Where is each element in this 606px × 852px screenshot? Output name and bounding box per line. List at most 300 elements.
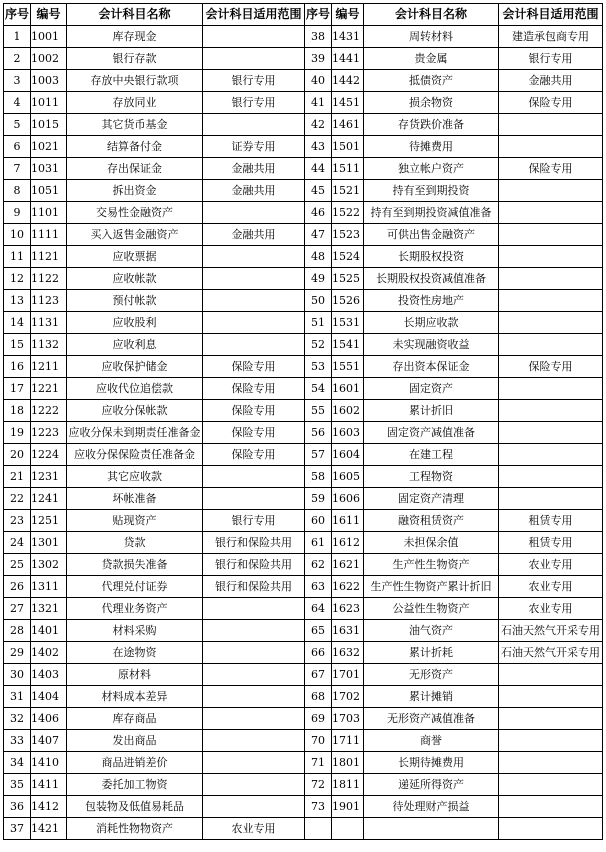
cell-scope-left <box>203 664 305 686</box>
table-row <box>4 92 603 114</box>
cell-code-right: 1605 <box>332 466 364 488</box>
cell-scope-right: 石油天然气开采专用 <box>499 642 603 664</box>
accounts-table-wrapper <box>3 3 603 840</box>
table-body <box>4 26 603 840</box>
cell-seq-right: 57 <box>305 444 332 466</box>
table-row <box>4 664 603 686</box>
cell-name-right: 长期股权投资 <box>364 246 499 268</box>
cell-seq-right: 45 <box>305 180 332 202</box>
cell-name-right: 待处理财产损益 <box>364 796 499 818</box>
cell-code-right: 1442 <box>332 70 364 92</box>
cell-code-right: 1612 <box>332 532 364 554</box>
cell-seq-right: 56 <box>305 422 332 444</box>
cell-code-right: 1526 <box>332 290 364 312</box>
cell-name-left: 应收股利 <box>67 312 203 334</box>
cell-scope-left <box>203 334 305 356</box>
cell-scope-right <box>499 488 603 510</box>
cell-code-left: 1003 <box>31 70 67 92</box>
cell-scope-right <box>499 708 603 730</box>
cell-scope-left <box>203 752 305 774</box>
cell-name-left: 应收分保保险责任准备金 <box>67 444 203 466</box>
cell-name-right: 油气资产 <box>364 620 499 642</box>
table-row <box>4 202 603 224</box>
cell-name-right: 累计折耗 <box>364 642 499 664</box>
cell-code-left: 1031 <box>31 158 67 180</box>
cell-scope-left <box>203 466 305 488</box>
cell-seq-right: 67 <box>305 664 332 686</box>
cell-seq-left: 25 <box>4 554 31 576</box>
cell-name-left: 存放同业 <box>67 92 203 114</box>
cell-seq-right <box>305 818 332 840</box>
cell-seq-right: 69 <box>305 708 332 730</box>
cell-name-left: 委托加工物资 <box>67 774 203 796</box>
cell-code-left: 1123 <box>31 290 67 312</box>
cell-code-right: 1541 <box>332 334 364 356</box>
cell-code-right: 1601 <box>332 378 364 400</box>
cell-scope-left <box>203 290 305 312</box>
cell-seq-left: 2 <box>4 48 31 70</box>
cell-code-left: 1411 <box>31 774 67 796</box>
cell-code-left: 1011 <box>31 92 67 114</box>
cell-scope-left: 保险专用 <box>203 356 305 378</box>
cell-scope-right <box>499 114 603 136</box>
cell-name-left: 消耗性物物资产 <box>67 818 203 840</box>
cell-scope-right <box>499 334 603 356</box>
cell-code-left: 1223 <box>31 422 67 444</box>
cell-code-left: 1410 <box>31 752 67 774</box>
cell-scope-right: 农业专用 <box>499 576 603 598</box>
cell-code-right: 1623 <box>332 598 364 620</box>
cell-scope-right <box>499 796 603 818</box>
table-row <box>4 356 603 378</box>
table-row <box>4 290 603 312</box>
cell-seq-right: 65 <box>305 620 332 642</box>
cell-code-left: 1403 <box>31 664 67 686</box>
cell-code-left: 1211 <box>31 356 67 378</box>
cell-seq-left: 14 <box>4 312 31 334</box>
table-row <box>4 48 603 70</box>
cell-scope-left: 农业专用 <box>203 818 305 840</box>
cell-seq-left: 29 <box>4 642 31 664</box>
cell-name-left: 应收分保未到期责任准备金 <box>67 422 203 444</box>
cell-scope-left <box>203 686 305 708</box>
cell-code-right: 1801 <box>332 752 364 774</box>
table-row <box>4 510 603 532</box>
cell-seq-right: 61 <box>305 532 332 554</box>
cell-scope-left <box>203 642 305 664</box>
cell-name-left: 应收利息 <box>67 334 203 356</box>
cell-name-right: 融资租赁资产 <box>364 510 499 532</box>
table-row <box>4 224 603 246</box>
cell-name-right: 生产性生物资产累计折旧 <box>364 576 499 598</box>
cell-name-left: 贷款 <box>67 532 203 554</box>
cell-code-right <box>332 818 364 840</box>
cell-code-left: 1231 <box>31 466 67 488</box>
cell-seq-left: 8 <box>4 180 31 202</box>
cell-seq-left: 27 <box>4 598 31 620</box>
cell-seq-right: 38 <box>305 26 332 48</box>
cell-scope-right <box>499 290 603 312</box>
header-row <box>4 4 603 26</box>
cell-seq-left: 17 <box>4 378 31 400</box>
table-row <box>4 466 603 488</box>
cell-code-right: 1621 <box>332 554 364 576</box>
cell-code-right: 1522 <box>332 202 364 224</box>
cell-name-right: 固定资产 <box>364 378 499 400</box>
cell-name-left: 应收票据 <box>67 246 203 268</box>
cell-code-right: 1602 <box>332 400 364 422</box>
table-row <box>4 136 603 158</box>
cell-scope-left: 银行专用 <box>203 510 305 532</box>
cell-seq-left: 30 <box>4 664 31 686</box>
cell-scope-right <box>499 752 603 774</box>
cell-seq-left: 22 <box>4 488 31 510</box>
cell-name-left: 发出商品 <box>67 730 203 752</box>
cell-name-left: 坏帐准备 <box>67 488 203 510</box>
table-row <box>4 488 603 510</box>
table-row <box>4 796 603 818</box>
cell-scope-right <box>499 730 603 752</box>
cell-code-left: 1131 <box>31 312 67 334</box>
table-row <box>4 400 603 422</box>
cell-seq-left: 4 <box>4 92 31 114</box>
cell-name-right <box>364 818 499 840</box>
cell-code-left: 1251 <box>31 510 67 532</box>
accounting-subjects-table <box>3 3 603 840</box>
cell-scope-right: 建造承包商专用 <box>499 26 603 48</box>
cell-name-left: 存放中央银行款项 <box>67 70 203 92</box>
cell-seq-left: 28 <box>4 620 31 642</box>
cell-seq-left: 7 <box>4 158 31 180</box>
cell-code-right: 1451 <box>332 92 364 114</box>
cell-name-right: 损余物资 <box>364 92 499 114</box>
cell-name-left: 结算备付金 <box>67 136 203 158</box>
cell-seq-right: 73 <box>305 796 332 818</box>
cell-scope-right: 保险专用 <box>499 92 603 114</box>
cell-seq-right: 53 <box>305 356 332 378</box>
cell-seq-right: 55 <box>305 400 332 422</box>
cell-seq-left: 11 <box>4 246 31 268</box>
cell-name-right: 无形资产减值准备 <box>364 708 499 730</box>
cell-name-right: 固定资产清理 <box>364 488 499 510</box>
cell-code-right: 1901 <box>332 796 364 818</box>
cell-code-right: 1604 <box>332 444 364 466</box>
cell-name-left: 库存现金 <box>67 26 203 48</box>
cell-code-right: 1622 <box>332 576 364 598</box>
table-row <box>4 708 603 730</box>
cell-name-right: 周转材料 <box>364 26 499 48</box>
cell-name-left: 代理业务资产 <box>67 598 203 620</box>
cell-name-right: 工程物资 <box>364 466 499 488</box>
cell-name-left: 其它应收款 <box>67 466 203 488</box>
cell-code-right: 1461 <box>332 114 364 136</box>
cell-code-left: 1241 <box>31 488 67 510</box>
cell-code-right: 1631 <box>332 620 364 642</box>
cell-scope-right: 租赁专用 <box>499 532 603 554</box>
cell-name-left: 包装物及低值易耗品 <box>67 796 203 818</box>
table-row <box>4 620 603 642</box>
cell-code-right: 1603 <box>332 422 364 444</box>
cell-code-left: 1111 <box>31 224 67 246</box>
cell-seq-left: 37 <box>4 818 31 840</box>
cell-scope-left: 银行专用 <box>203 70 305 92</box>
cell-name-left: 预付帐款 <box>67 290 203 312</box>
cell-name-right: 固定资产减值准备 <box>364 422 499 444</box>
cell-seq-left: 19 <box>4 422 31 444</box>
cell-code-left: 1121 <box>31 246 67 268</box>
cell-scope-left <box>203 796 305 818</box>
cell-scope-left <box>203 268 305 290</box>
cell-scope-left: 银行和保险共用 <box>203 532 305 554</box>
cell-name-left: 商品进销差价 <box>67 752 203 774</box>
table-row <box>4 422 603 444</box>
cell-scope-left <box>203 708 305 730</box>
cell-code-right: 1702 <box>332 686 364 708</box>
cell-seq-right: 72 <box>305 774 332 796</box>
header-name-right: 会计科目名称 <box>364 4 499 26</box>
cell-scope-right <box>499 268 603 290</box>
cell-code-left: 1122 <box>31 268 67 290</box>
cell-name-right: 公益性生物资产 <box>364 598 499 620</box>
cell-seq-right: 64 <box>305 598 332 620</box>
cell-name-right: 存货跌价准备 <box>364 114 499 136</box>
cell-code-left: 1132 <box>31 334 67 356</box>
cell-scope-left: 保险专用 <box>203 400 305 422</box>
cell-seq-left: 15 <box>4 334 31 356</box>
cell-seq-left: 33 <box>4 730 31 752</box>
cell-scope-left: 保险专用 <box>203 444 305 466</box>
cell-name-left: 存出保证金 <box>67 158 203 180</box>
cell-seq-left: 36 <box>4 796 31 818</box>
table-row <box>4 752 603 774</box>
cell-code-left: 1404 <box>31 686 67 708</box>
table-row <box>4 180 603 202</box>
cell-code-left: 1221 <box>31 378 67 400</box>
cell-code-left: 1002 <box>31 48 67 70</box>
cell-seq-left: 6 <box>4 136 31 158</box>
cell-seq-left: 13 <box>4 290 31 312</box>
table-row <box>4 268 603 290</box>
cell-seq-left: 3 <box>4 70 31 92</box>
cell-scope-right <box>499 224 603 246</box>
cell-scope-right <box>499 818 603 840</box>
cell-scope-left <box>203 312 305 334</box>
cell-code-right: 1606 <box>332 488 364 510</box>
cell-name-right: 商誉 <box>364 730 499 752</box>
cell-seq-right: 52 <box>305 334 332 356</box>
table-row <box>4 598 603 620</box>
cell-name-left: 原材料 <box>67 664 203 686</box>
cell-seq-left: 10 <box>4 224 31 246</box>
table-row <box>4 378 603 400</box>
cell-name-right: 投资性房地产 <box>364 290 499 312</box>
cell-seq-left: 23 <box>4 510 31 532</box>
cell-name-right: 递延所得资产 <box>364 774 499 796</box>
cell-seq-right: 51 <box>305 312 332 334</box>
cell-scope-left <box>203 48 305 70</box>
cell-scope-left: 金融共用 <box>203 158 305 180</box>
cell-seq-right: 70 <box>305 730 332 752</box>
table-row <box>4 246 603 268</box>
cell-scope-right: 石油天然气开采专用 <box>499 620 603 642</box>
cell-code-left: 1001 <box>31 26 67 48</box>
cell-name-left: 材料成本差异 <box>67 686 203 708</box>
header-code-right: 编号 <box>332 4 364 26</box>
table-row <box>4 444 603 466</box>
table-row <box>4 532 603 554</box>
header-seq-left: 序号 <box>4 4 31 26</box>
cell-scope-left: 银行专用 <box>203 92 305 114</box>
cell-name-right: 可供出售金融资产 <box>364 224 499 246</box>
cell-scope-left <box>203 26 305 48</box>
cell-name-left: 应收分保帐款 <box>67 400 203 422</box>
cell-code-right: 1431 <box>332 26 364 48</box>
cell-name-left: 应收代位追偿款 <box>67 378 203 400</box>
cell-seq-right: 60 <box>305 510 332 532</box>
cell-code-left: 1401 <box>31 620 67 642</box>
table-row <box>4 70 603 92</box>
cell-scope-right <box>499 400 603 422</box>
cell-name-right: 未实现融资收益 <box>364 334 499 356</box>
cell-scope-right: 农业专用 <box>499 554 603 576</box>
cell-name-right: 贵金属 <box>364 48 499 70</box>
cell-scope-right <box>499 312 603 334</box>
cell-seq-left: 35 <box>4 774 31 796</box>
cell-name-right: 在建工程 <box>364 444 499 466</box>
cell-name-left: 在途物资 <box>67 642 203 664</box>
cell-code-left: 1301 <box>31 532 67 554</box>
cell-seq-left: 21 <box>4 466 31 488</box>
cell-scope-right: 金融共用 <box>499 70 603 92</box>
cell-scope-left <box>203 246 305 268</box>
cell-scope-right: 保险专用 <box>499 158 603 180</box>
cell-scope-left <box>203 488 305 510</box>
cell-code-right: 1711 <box>332 730 364 752</box>
cell-scope-left: 保险专用 <box>203 422 305 444</box>
cell-name-left: 买入返售金融资产 <box>67 224 203 246</box>
cell-code-right: 1525 <box>332 268 364 290</box>
table-row <box>4 730 603 752</box>
cell-scope-left <box>203 202 305 224</box>
cell-seq-right: 43 <box>305 136 332 158</box>
cell-seq-right: 42 <box>305 114 332 136</box>
cell-code-right: 1441 <box>332 48 364 70</box>
table-row <box>4 158 603 180</box>
cell-scope-left: 银行和保险共用 <box>203 554 305 576</box>
cell-scope-right: 租赁专用 <box>499 510 603 532</box>
header-code-left: 编号 <box>31 4 67 26</box>
cell-code-right: 1703 <box>332 708 364 730</box>
header-name-left: 会计科目名称 <box>67 4 203 26</box>
cell-seq-right: 71 <box>305 752 332 774</box>
cell-seq-left: 20 <box>4 444 31 466</box>
cell-code-right: 1521 <box>332 180 364 202</box>
cell-code-left: 1321 <box>31 598 67 620</box>
cell-name-right: 累计折旧 <box>364 400 499 422</box>
cell-code-right: 1531 <box>332 312 364 334</box>
header-seq-right: 序号 <box>305 4 332 26</box>
cell-scope-right: 农业专用 <box>499 598 603 620</box>
cell-scope-left <box>203 774 305 796</box>
cell-scope-left <box>203 114 305 136</box>
table-row <box>4 686 603 708</box>
cell-name-left: 贴现资产 <box>67 510 203 532</box>
cell-seq-right: 62 <box>305 554 332 576</box>
cell-code-left: 1402 <box>31 642 67 664</box>
cell-name-right: 待摊费用 <box>364 136 499 158</box>
cell-scope-right <box>499 180 603 202</box>
cell-scope-right: 银行专用 <box>499 48 603 70</box>
cell-name-right: 累计摊销 <box>364 686 499 708</box>
cell-scope-right <box>499 686 603 708</box>
cell-name-left: 库存商品 <box>67 708 203 730</box>
cell-code-right: 1701 <box>332 664 364 686</box>
cell-name-right: 存出资本保证金 <box>364 356 499 378</box>
cell-scope-right <box>499 422 603 444</box>
table-row <box>4 26 603 48</box>
cell-seq-right: 66 <box>305 642 332 664</box>
table-row <box>4 576 603 598</box>
cell-scope-right <box>499 136 603 158</box>
cell-name-right: 无形资产 <box>364 664 499 686</box>
cell-seq-right: 40 <box>305 70 332 92</box>
cell-seq-left: 1 <box>4 26 31 48</box>
cell-name-right: 长期股权投资减值准备 <box>364 268 499 290</box>
cell-scope-right <box>499 444 603 466</box>
cell-code-left: 1421 <box>31 818 67 840</box>
cell-code-left: 1311 <box>31 576 67 598</box>
cell-seq-right: 58 <box>305 466 332 488</box>
cell-seq-right: 63 <box>305 576 332 598</box>
cell-scope-left <box>203 598 305 620</box>
cell-scope-right <box>499 246 603 268</box>
cell-code-right: 1611 <box>332 510 364 532</box>
cell-scope-left <box>203 620 305 642</box>
cell-code-left: 1302 <box>31 554 67 576</box>
cell-code-right: 1632 <box>332 642 364 664</box>
cell-code-left: 1406 <box>31 708 67 730</box>
cell-seq-right: 54 <box>305 378 332 400</box>
table-row <box>4 334 603 356</box>
cell-seq-left: 24 <box>4 532 31 554</box>
cell-name-left: 代理兑付证券 <box>67 576 203 598</box>
table-row <box>4 642 603 664</box>
cell-seq-left: 18 <box>4 400 31 422</box>
cell-code-left: 1412 <box>31 796 67 818</box>
table-row <box>4 774 603 796</box>
cell-scope-right: 保险专用 <box>499 356 603 378</box>
cell-seq-right: 41 <box>305 92 332 114</box>
cell-seq-right: 68 <box>305 686 332 708</box>
cell-name-right: 生产性生物资产 <box>364 554 499 576</box>
header-scope-left: 会计科目适用范围 <box>203 4 305 26</box>
cell-scope-right <box>499 378 603 400</box>
cell-code-right: 1551 <box>332 356 364 378</box>
table-row <box>4 114 603 136</box>
cell-name-right: 抵债资产 <box>364 70 499 92</box>
cell-seq-right: 47 <box>305 224 332 246</box>
cell-code-left: 1015 <box>31 114 67 136</box>
cell-scope-right <box>499 202 603 224</box>
cell-code-left: 1224 <box>31 444 67 466</box>
table-row <box>4 312 603 334</box>
cell-name-right: 独立帐户资产 <box>364 158 499 180</box>
cell-scope-left <box>203 730 305 752</box>
cell-code-right: 1523 <box>332 224 364 246</box>
header-scope-right: 会计科目适用范围 <box>499 4 603 26</box>
cell-scope-left: 证券专用 <box>203 136 305 158</box>
cell-seq-left: 31 <box>4 686 31 708</box>
